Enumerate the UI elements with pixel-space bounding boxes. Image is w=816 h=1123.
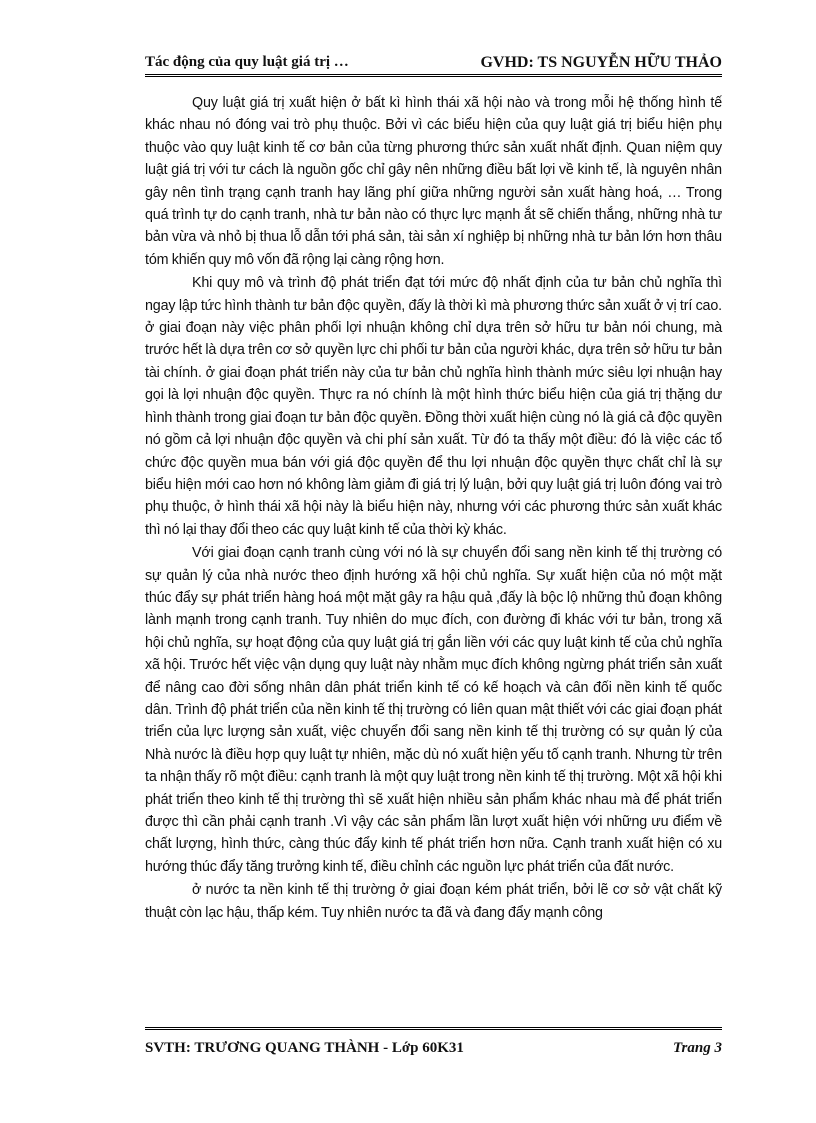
paragraph: Với giai đoạn cạnh tranh cùng với nó là sự chuyển đổi sang nền kinh tế thị trường có sự quản lý của nhà nước theo định hướng xã hội chủ nghĩa. Sự xuất hiện của nó một mặt thúc đẩy sự phát triển hàng hoá một mặt gây ra hậu quả ,đấy là bộc lộ những thủ đoạn không lành mạnh trong cạnh tranh. Tuy nhiên do mục đích, con đường đi khác với tư bản, trong xã hội chủ nghĩa, sự hoạt động của quy luật giá trị gắn liền với các quy luật kinh tế của chủ nghĩa xã hội. Trước hết việc vận dụng quy luật này nhằm mục đích không ngừng phát triển sản xuất để nâng cao đời sống nhân dân phát triển kinh tế có kế hoạch và cân đối nền kinh tế quốc dân. Trình độ phát triển của nền kinh tế thị trường có liên quan mật thiết với các giai đoạn phát triển của lực lượng sản xuất, việc chuyển đổi sang nền kinh tế thị trường có sự quản lý của Nhà nước là điều hợp quy luật tự nhiên, mặc dù nó xuất hiện yếu tố cạnh tranh. Nhưng từ trên ta nhận thấy rõ một điều: cạnh tranh là một quy luật trong nền kinh tế thị trường. Một xã hội khi phát triển theo kinh tế thị trường thì sẽ xuất hiện nhiều sản phẩm khác nhau mà để phát triển được thì cần phải cạnh tranh .Vì vậy các sản phẩm lần lượt xuất hiện với những ưu điểm về chất lượng, hình thức, càng thúc đẩy kinh tế phát triển hơn nữa. Cạnh tranh xuất hiện có xu hướng thúc đẩy tăng trưởng kinh tế, điều chỉnh các nguồn lực phát triển của đất nước.	[145, 545, 722, 875]
paragraph: Quy luật giá trị xuất hiện ở bất kì hình thái xã hội nào và trong mỗi hệ thống hình tế khác nhau nó đóng vai trò phụ thuộc. Bởi vì các biểu hiện của quy luật giá trị biểu hiện phụ thuộc vào quy luật kinh tế cơ bản của từng phương thức sản xuất nhất định. Quan niệm quy luật giá trị với tư cách là nguồn gốc chỉ gây nên những điều bất lợi về kinh tế, là nguyên nhân gây nên tình trạng cạnh tranh hay lãng phí giữa những người sản xuất hàng hoá, … Trong quá trình tự do cạnh tranh, nhà tư bản nào có thực lực mạnh ắt sẽ chiến thắng, những nhà tư bản vừa và nhỏ bị thua lỗ dẫn tới phá sản, tài sản xí nghiệp bị những nhà tư bản lớn hơn thâu tóm khiến quy mô vốn đã rộng lại càng rộng hơn.	[145, 95, 722, 268]
header-advisor: GVHD: TS NGUYỄN HỮU THẢO	[480, 54, 722, 71]
page-header	[145, 52, 722, 77]
footer-author: SVTH: TRƯƠNG QUANG THÀNH - Lớp 60K31	[145, 1040, 464, 1056]
document-body	[145, 92, 722, 924]
header-title: Tác động của quy luật giá trị …	[145, 54, 349, 70]
paragraph: ở nước ta nền kinh tế thị trường ở giai đoạn kém phát triển, bởi lẽ cơ sở vật chất kỹ thuật còn lạc hậu, thấp kém. Tuy nhiên nước ta đã và đang đẩy mạnh công	[145, 882, 722, 921]
page-number: Trang 3	[672, 1040, 722, 1056]
paragraph: Khi quy mô và trình độ phát triển đạt tới mức độ nhất định của tư bản chủ nghĩa thì ngay lập tức hình thành tư bản độc quyền, đấy là thời kì mà phương thức sản xuất ở vị trí cao. ở giai đoạn này việc phân phối lợi nhuận không chỉ dựa trên sở hữu tư bản nói chung, mà trước hết là dựa trên cơ sở quyền lực chi phối tư bản của người khác, dựa trên sở hữu tư bản tài chính. ở giai đoạn phát triển này của tư bản chủ nghĩa hình thành mức siêu lợi nhuận hay gọi là lợi nhuận độc quyền. Thực ra nó chính là một hình thức biểu hiện của giá trị thặng dư hình thành trong giai đoạn tư bản độc quyền. Đồng thời xuất hiện cùng nó là giá cả độc quyền nó gồm cả lợi nhuận độc quyền và chi phí sản xuất. Từ đó ta thấy một điều: đó là việc các tổ chức độc quyền mua bán với giá độc quyền để thu lợi nhuận độc quyền thực chất chỉ là sự biểu hiện mới cao hơn nó không làm giảm đi giá trị lý luận, bởi quy luật giá trị luôn đóng vai trò phụ thuộc, ở hình thái xã hội này là biểu hiện này, nhưng với các phương thức sản xuất khác thì nó lại thay đổi theo các quy luật kinh tế của thời kỳ khác.	[145, 275, 722, 538]
page-footer	[145, 1027, 722, 1064]
